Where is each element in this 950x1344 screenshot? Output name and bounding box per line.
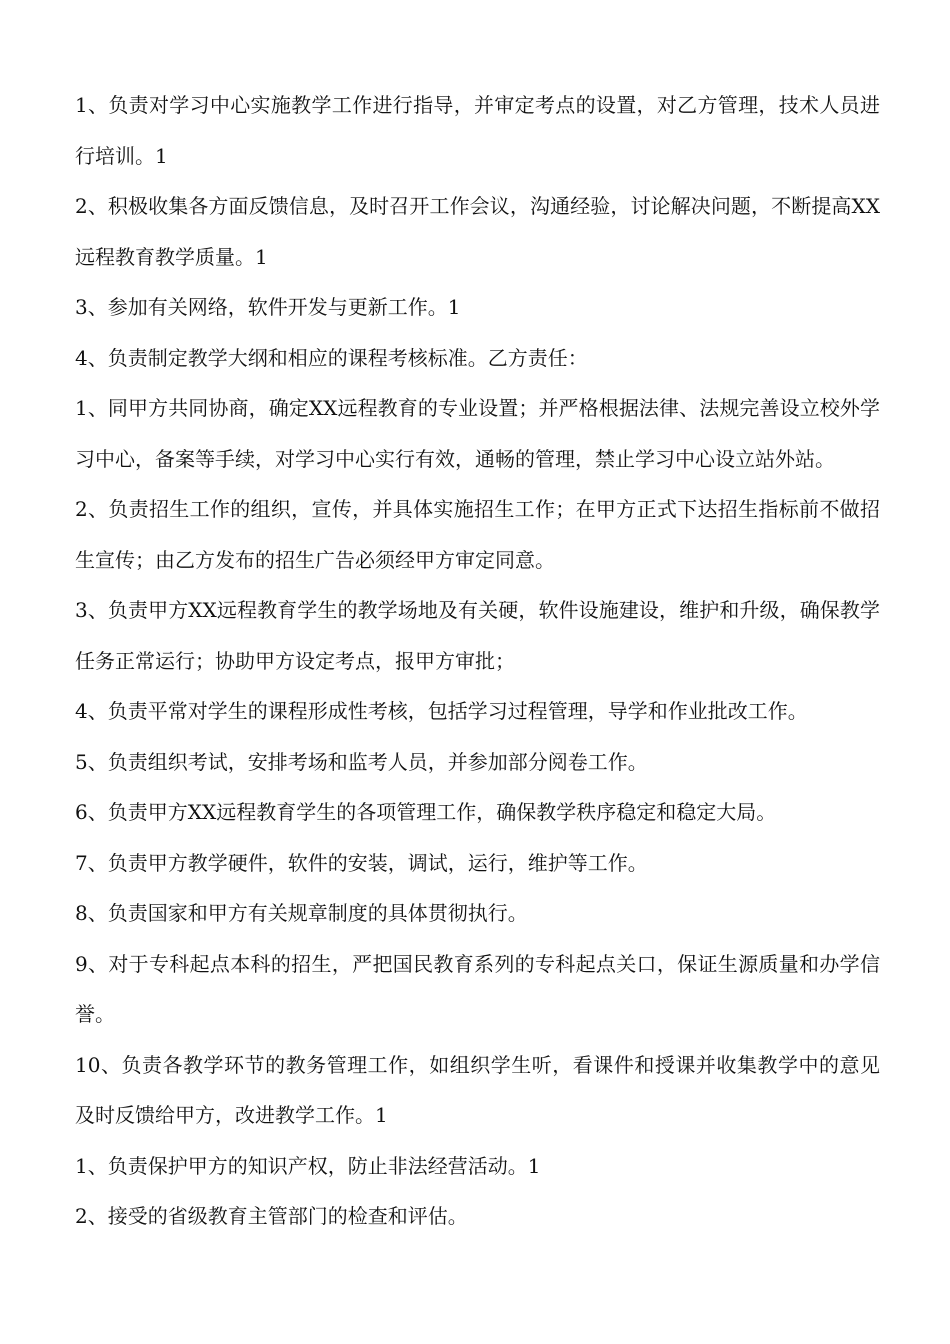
document-body (75, 80, 880, 1242)
paragraph-13: 9、对于专科起点本科的招生，严把国民教育系列的专科起点关口，保证生源质量和办学信誉。 (75, 951, 880, 1026)
paragraph-5: 1、同甲方共同协商，确定XX远程教育的专业设置；并严格根据法律、法规完善设立校外学习中心，备案等手续，对学习中心实行有效，通畅的管理，禁止学习中心设立站外站。 (75, 396, 880, 471)
paragraph-16: 2、接受的省级教育主管部门的检查和评估。 (75, 1204, 468, 1228)
paragraph-4: 4、负责制定教学大纲和相应的课程考核标准。乙方责任： (75, 345, 588, 370)
paragraph-8: 4、负责平常对学生的课程形成性考核，包括学习过程管理，导学和作业批改工作。 (75, 699, 808, 723)
paragraph-12: 8、负责国家和甲方有关规章制度的具体贯彻执行。 (75, 901, 528, 925)
paragraph-2: 2、积极收集各方面反馈信息，及时召开工作会议，沟通经验，讨论解决问题，不断提高XX远程教育教学质量。1 (75, 194, 880, 269)
paragraph-11: 7、负责甲方教学硬件，软件的安装，调试，运行，维护等工作。 (75, 850, 648, 875)
paragraph-3: 3、参加有关网络，软件开发与更新工作。1 (75, 295, 461, 319)
paragraph-1: 1、负责对学习中心实施教学工作进行指导，并审定考点的设置，对乙方管理，技术人员进行培训。1 (75, 93, 880, 168)
paragraph-6: 2、负责招生工作的组织，宣传，并具体实施招生工作；在甲方正式下达招生指标前不做招生宣传；由乙方发布的招生广告必须经甲方审定同意。 (75, 497, 880, 572)
paragraph-10: 6、负责甲方XX远程教育学生的各项管理工作，确保教学秩序稳定和稳定大局。 (75, 800, 777, 824)
paragraph-7: 3、负责甲方XX远程教育学生的教学场地及有关硬，软件设施建设，维护和升级，确保教学任务正常运行；协助甲方设定考点，报甲方审批； (75, 598, 880, 673)
paragraph-15: 1、负责保护甲方的知识产权，防止非法经营活动。1 (75, 1153, 541, 1178)
paragraph-14: 10、负责各教学环节的教务管理工作，如组织学生听，看课件和授课并收集教学中的意见及时反馈给甲方，改进教学工作。1 (75, 1052, 880, 1127)
paragraph-9: 5、负责组织考试，安排考场和监考人员，并参加部分阅卷工作。 (75, 749, 648, 774)
